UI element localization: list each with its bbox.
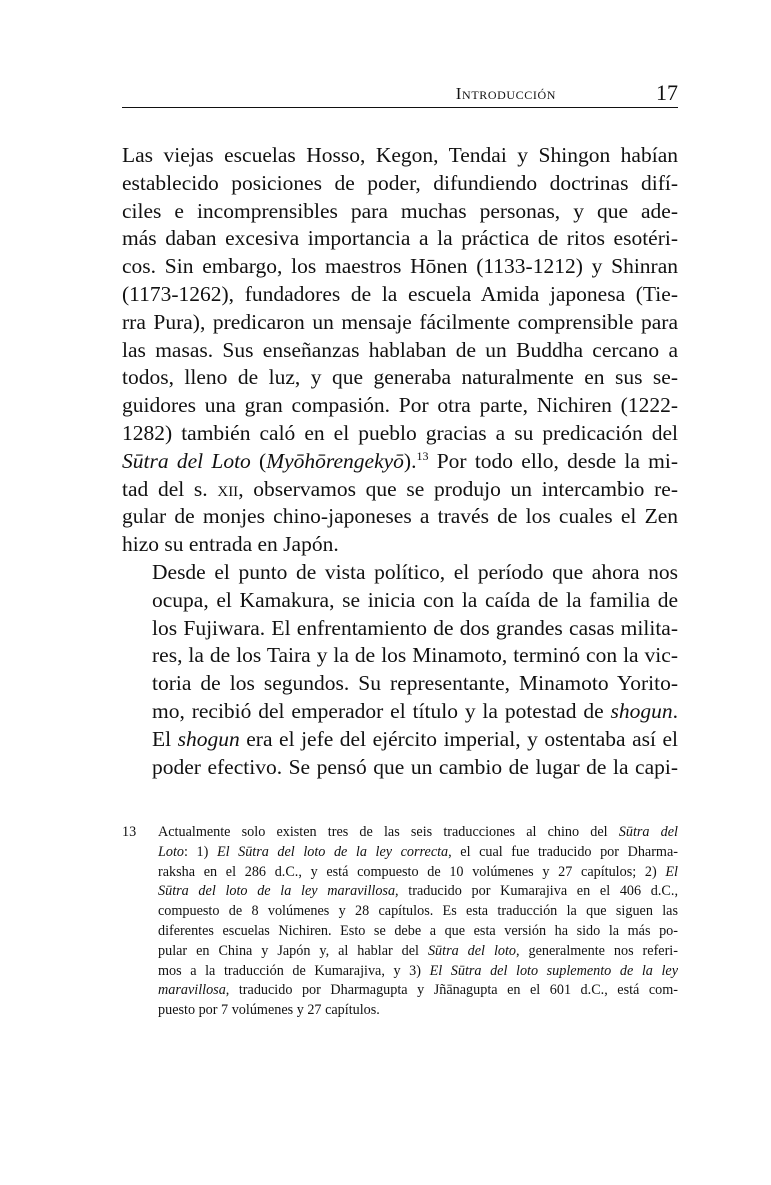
footnote-ref[interactable]: 13 — [416, 448, 429, 463]
sutra-title: El Sūtra del loto suplemento de la ley — [429, 962, 678, 979]
text-fragment: , el cual fue traducido por Dharma- — [448, 843, 678, 860]
text-line: los Fujiwara. El enfrentamiento de dos grandes casas milita- — [152, 615, 678, 640]
text-fragment: pular en China y Japón y, al hablar del — [158, 942, 428, 959]
text-fragment: , generalmente nos referi- — [516, 942, 678, 959]
footnote-line — [158, 882, 678, 902]
text-fragment: Actualmente solo existen tres de las seis traducciones al chino del — [158, 824, 619, 840]
footnote-line — [158, 823, 678, 843]
text-line — [122, 726, 678, 754]
text-line: hizo su entrada en Japón. — [122, 532, 339, 557]
running-title: Introducción — [455, 84, 556, 103]
text-fragment: mos a la traducción de Kumarajiva, y 3) — [158, 962, 430, 979]
text-line — [122, 698, 678, 726]
text-line: gular de monjes chino-japoneses a través de los cuales el Zen — [122, 504, 678, 529]
text-line — [122, 476, 678, 504]
text-line: establecido posiciones de poder, difundiendo doctrinas difí- — [122, 170, 678, 195]
header-rule — [122, 107, 678, 108]
sutra-japanese-title: Myōhōrengekyō — [266, 448, 404, 473]
footnote-line — [158, 981, 678, 1001]
sutra-title: Sūtra del loto de la ley maravillosa — [158, 883, 396, 900]
sutra-title: maravillosa — [158, 982, 226, 999]
text-fragment: , traducido por Dharmagupta y Jñānagupta en el 601 d.C., está com- — [225, 982, 678, 999]
text-fragment: tad del s. — [122, 476, 218, 501]
text-fragment: Por todo ello, desde la mi- — [428, 448, 678, 473]
text-line: 1282) también caló en el pueblo gracias a su predicación del — [122, 420, 678, 445]
sutra-title: El Sūtra del loto de la ley correcta — [216, 843, 449, 860]
text-line: las masas. Sus enseñanzas hablaban de un Buddha cercano a — [122, 337, 678, 362]
shogun-term: shogun — [610, 698, 673, 723]
text-fragment: : 1) — [184, 843, 217, 860]
text-line: Las viejas escuelas Hosso, Kegon, Tendai y Shingon habían — [122, 143, 678, 167]
footnote-text — [158, 823, 678, 1021]
text-fragment: mo, recibió del emperador el título y la potestad de — [152, 698, 611, 723]
footnote-line: compuesto de 8 volúmenes y 28 capítulos. Es esta traducción la que siguen las — [158, 903, 678, 920]
text-line: (1173-1262), fundadores de la escuela Amida japonesa (Tie- — [122, 281, 678, 306]
footnote-line: puesto por 7 volúmenes y 27 capítulos. — [158, 1002, 380, 1019]
text-fragment: ( — [250, 448, 267, 473]
text-line: guidores una gran compasión. Por otra parte, Nichiren (1222- — [122, 393, 678, 418]
text-line: ciles e incomprensibles para muchas personas, y que ade- — [122, 198, 678, 223]
text-fragment: . — [672, 698, 678, 723]
sutra-title: Sūtra del Loto — [122, 448, 251, 473]
text-fragment: , traducido por Kumarajiva en el 406 d.C., — [395, 883, 678, 900]
footnote-13 — [122, 823, 678, 1021]
text-fragment: ). — [403, 448, 417, 473]
text-line — [122, 448, 678, 476]
footnote-number: 13 — [122, 824, 137, 840]
text-line: toria de los segundos. Su representante, Minamoto Yorito- — [152, 671, 678, 696]
sutra-title: El — [665, 863, 678, 880]
text-fragment: era el jefe del ejército imperial, y ostentaba así el — [239, 726, 678, 751]
text-fragment: raksha en el 286 d.C., y está compuesto de 10 volúmenes y 27 capítulos; 2) — [158, 863, 666, 880]
text-line: rra Pura), predicaron un mensaje fácilmente comprensible para — [122, 309, 678, 334]
text-line: cos. Sin embargo, los maestros Hōnen (1133-1212) y Shinran — [122, 254, 678, 279]
footnote-line — [158, 942, 678, 962]
main-text — [122, 142, 678, 781]
paragraph-1 — [122, 142, 678, 559]
footnote-line — [158, 863, 678, 883]
page-number: 17 — [656, 80, 678, 105]
sutra-title: Loto — [158, 843, 185, 860]
footnote-line: diferentes escuelas Nichiren. Esto se debe a que esta versión ha sido la más po- — [158, 922, 678, 939]
text-fragment: , observamos que se produjo un intercambio re- — [238, 476, 678, 501]
century-numeral: xii — [217, 476, 239, 501]
paragraph-2 — [122, 559, 678, 781]
shogun-term: shogun — [177, 726, 240, 751]
text-fragment: El — [152, 726, 178, 751]
text-line: todos, lleno de luz, y que generaba naturalmente en sus se- — [122, 365, 678, 390]
text-line: ocupa, el Kamakura, se inicia con la caída de la familia de — [152, 587, 678, 612]
footnote-line — [158, 843, 678, 863]
sutra-title: Sūtra del loto — [427, 942, 517, 959]
footnote-line — [158, 962, 678, 982]
text-line: más daban excesiva importancia a la práctica de ritos esotéri- — [122, 226, 678, 251]
sutra-title: Sūtra del — [618, 824, 679, 840]
text-line: Desde el punto de vista político, el período que ahora nos — [152, 559, 678, 584]
text-line: poder efectivo. Se pensó que un cambio de lugar de la capi- — [152, 754, 678, 779]
text-line: res, la de los Taira y la de los Minamoto, terminó con la vic- — [152, 643, 678, 668]
